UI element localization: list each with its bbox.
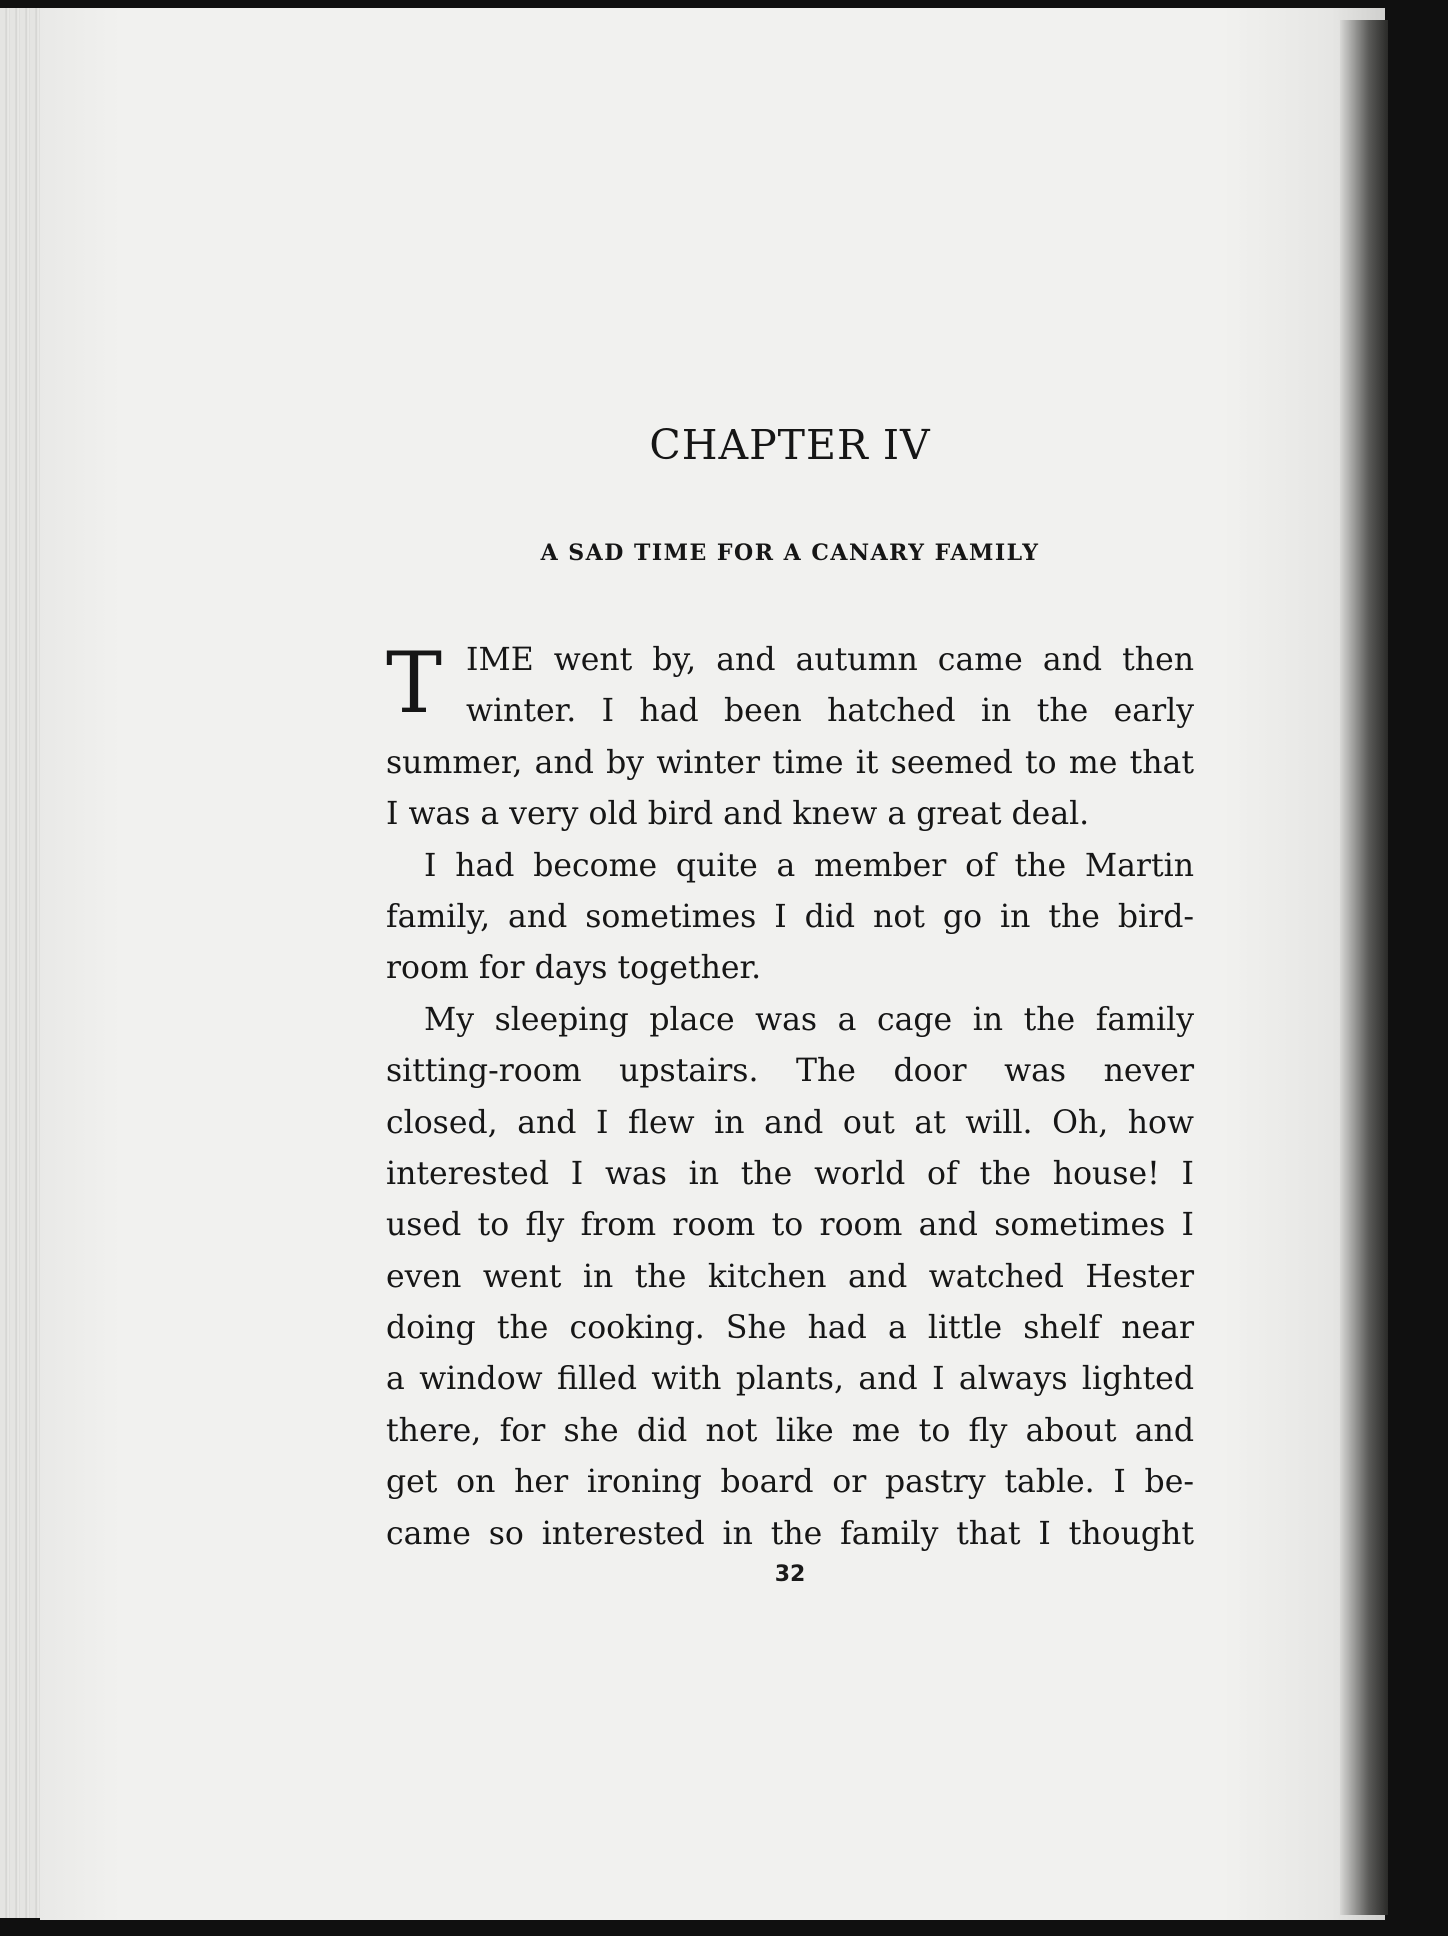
chapter-subtitle: A SAD TIME FOR A CANARY FAMILY bbox=[540, 540, 1040, 566]
text-line: even went in the kitchen and watched Hester bbox=[386, 1258, 1194, 1295]
body-text bbox=[386, 635, 1194, 1560]
text-line: summer, and by winter time it seemed to me that bbox=[386, 744, 1194, 781]
text-line: sitting-room upstairs. The door was never bbox=[386, 1053, 1194, 1090]
text-line: My sleeping place was a cage in the family bbox=[424, 1001, 1194, 1038]
text-line: I had become quite a member of the Martin bbox=[424, 847, 1194, 884]
text-line: came so interested in the family that I thought bbox=[386, 1515, 1194, 1552]
text-line: a window filled with plants, and I always lighted bbox=[386, 1361, 1194, 1398]
text-line: doing the cooking. She had a little shelf near bbox=[386, 1310, 1194, 1347]
text-line: interested I was in the world of the house! I bbox=[386, 1155, 1194, 1192]
text-line: there, for she did not like me to fly about and bbox=[386, 1412, 1194, 1449]
chapter-title: CHAPTER IV bbox=[649, 421, 931, 469]
text-line: family, and sometimes I did not go in the bird- bbox=[386, 898, 1194, 935]
text-line: closed, and I flew in and out at will. Oh, how bbox=[386, 1104, 1194, 1141]
text-line: IME went by, and autumn came and then bbox=[466, 642, 1194, 678]
text-line: I was a very old bird and knew a great deal. bbox=[386, 796, 1090, 833]
text-line: winter. I had been hatched in the early bbox=[466, 693, 1194, 730]
page-number: 32 bbox=[774, 1562, 806, 1587]
text-line: room for days together. bbox=[386, 950, 762, 987]
text-block bbox=[386, 420, 1194, 1552]
book-spine bbox=[1340, 20, 1388, 1915]
text-line: used to fly from room to room and sometimes I bbox=[386, 1207, 1194, 1244]
text-line: get on her ironing board or pastry table. I be- bbox=[386, 1464, 1194, 1501]
drop-cap: T bbox=[386, 634, 443, 732]
